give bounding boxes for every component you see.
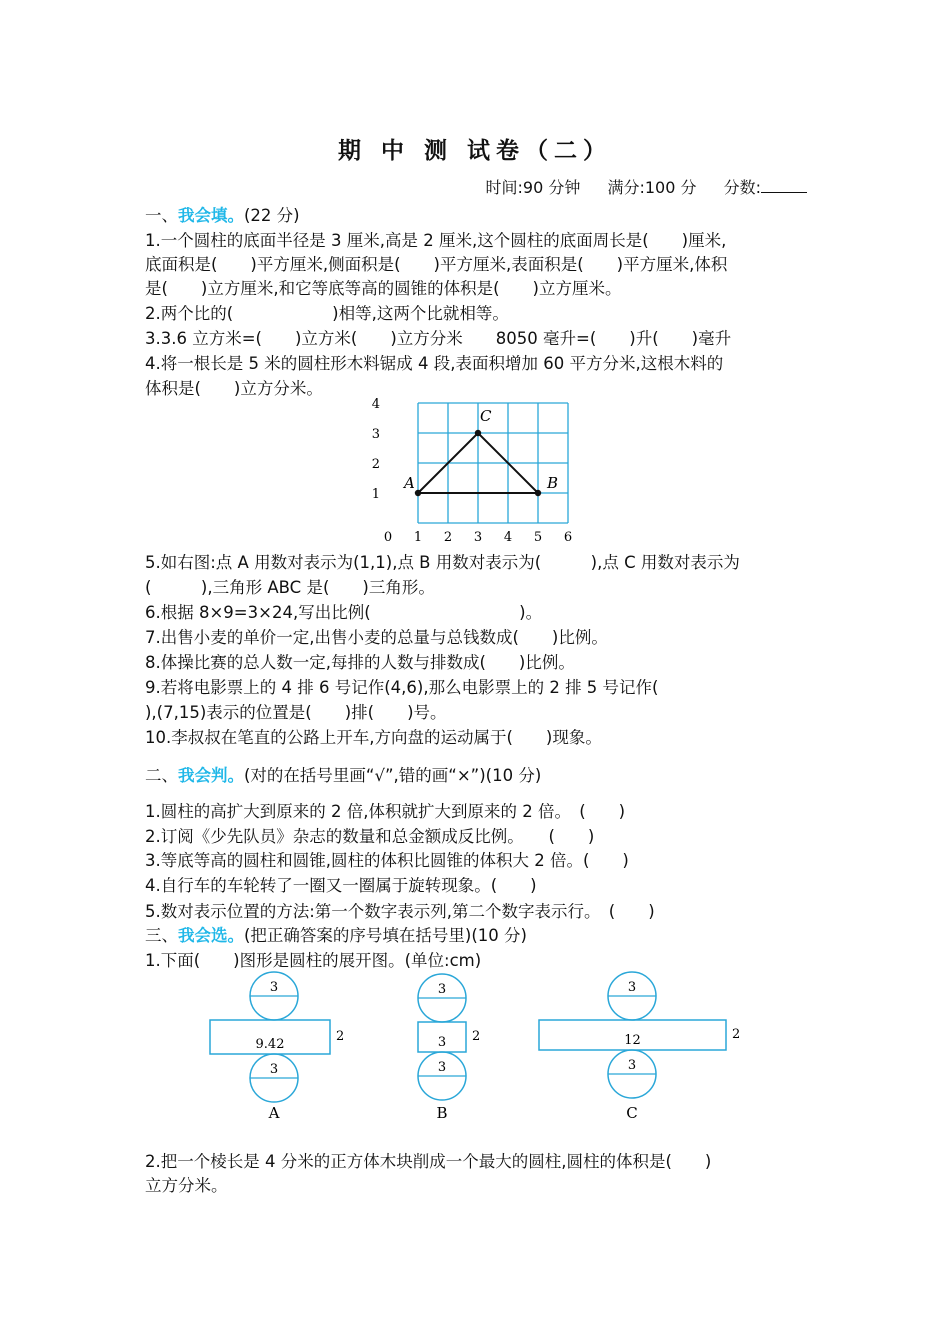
net-side-label: 2 (732, 1027, 741, 1042)
net-top-label: 3 (269, 980, 279, 995)
s1-line-10: 6.根据 8×9=3×24,写出比例( )。 (145, 603, 543, 622)
cylinder-nets-figure (200, 966, 760, 1126)
s1-line-2: 底面积是( )平方厘米,侧面积是( )平方厘米,表面积是( )平方厘米,体积 (145, 255, 728, 274)
exam-title: 期 中 测 试卷（二） (337, 137, 613, 164)
section3-prefix: 三、 (145, 926, 178, 945)
s1-line-8: 5.如右图:点 A 用数对表示为(1,1),点 B 用数对表示为( ),点 C 用数对表示为 (145, 553, 740, 572)
x-tick-label: 1 (413, 530, 423, 545)
y-tick-label: 1 (371, 487, 380, 502)
grid-lines (418, 403, 568, 523)
section1-points: (22 分) (244, 206, 300, 225)
s2-line-5: 5.数对表示位置的方法:第一个数字表示列,第二个数字表示行。 ( ) (145, 902, 655, 921)
s1-line-13: 9.若将电影票上的 4 排 6 号记作(4,6),那么电影票上的 2 排 5 号记作( (145, 678, 659, 697)
net-side-label: 2 (336, 1029, 345, 1044)
net-bottom-label: 3 (437, 1060, 447, 1075)
s3-q1: 1.下面( )图形是圆柱的展开图。(单位:cm) (145, 951, 482, 970)
section2-prefix: 二、 (145, 766, 178, 785)
x-tick-label: 0 (383, 530, 393, 545)
section1-prefix: 一、 (145, 206, 178, 225)
net-bottom-label: 3 (269, 1062, 279, 1077)
section1-heading (145, 202, 300, 226)
coordinate-grid-figure (360, 393, 590, 548)
section3-points: (把正确答案的序号填在括号里)(10 分) (244, 926, 527, 945)
exam-info (464, 175, 807, 198)
net-option-b (418, 974, 480, 1122)
score-label: 分数: (723, 178, 761, 197)
net-option-letter: A (268, 1104, 280, 1122)
net-top-label: 3 (627, 980, 637, 995)
triangle-abc (402, 407, 558, 496)
s1-line-6: 4.将一根长是 5 米的圆柱形木料锯成 4 段,表面积增加 60 平方分米,这根木料的 (145, 354, 724, 373)
net-option-a (210, 972, 344, 1122)
point-a (415, 490, 421, 496)
section3-heading (145, 922, 527, 946)
x-tick-label: 3 (473, 530, 483, 545)
s1-line-14: ),(7,15)表示的位置是( )排( )号。 (145, 703, 447, 722)
cylinder-net-options (210, 972, 740, 1122)
x-tick-label: 5 (533, 530, 543, 545)
s1-line-15: 10.李叔叔在笔直的公路上开车,方向盘的运动属于( )现象。 (145, 728, 602, 747)
net-rect-label: 12 (624, 1033, 641, 1048)
point-b (535, 490, 541, 496)
net-side-label: 2 (472, 1029, 481, 1044)
s1-line-12: 8.体操比赛的总人数一定,每排的人数与排数成( )比例。 (145, 653, 575, 672)
section2-highlight: 我会判。 (178, 766, 244, 785)
net-rect-label: 9.42 (255, 1037, 285, 1052)
section1-highlight: 我会填。 (178, 206, 244, 225)
s2-line-4: 4.自行车的车轮转了一圈又一圈属于旋转现象。( ) (145, 876, 537, 895)
s2-line-3: 3.等底等高的圆柱和圆锥,圆柱的体积比圆锥的体积大 2 倍。( ) (145, 851, 629, 870)
s1-line-5: 3.3.6 立方米=( )立方米( )立方分米 8050 毫升=( )升( )毫升 (145, 329, 732, 348)
section2-points: (对的在括号里画“√”,错的画“×”)(10 分) (244, 766, 542, 785)
y-tick-label: 4 (371, 397, 380, 412)
s1-line-9: ( ),三角形 ABC 是( )三角形。 (145, 578, 435, 597)
s1-line-1: 1.一个圆柱的底面半径是 3 厘米,高是 2 厘米,这个圆柱的底面周长是( )厘米, (145, 231, 727, 250)
point-label-b: B (547, 474, 559, 492)
s1-line-3: 是( )立方厘米,和它等底等高的圆锥的体积是( )立方厘米。 (145, 279, 622, 298)
net-option-c (539, 972, 740, 1122)
section2-heading (145, 762, 541, 786)
point-c (475, 430, 481, 436)
s3-q2-line-1: 2.把一个棱长是 4 分米的正方体木块削成一个最大的圆柱,圆柱的体积是( ) (145, 1152, 712, 1171)
point-label-a: A (404, 474, 415, 492)
full-score: 满分:100 分 (607, 178, 697, 197)
x-tick-label: 6 (563, 530, 573, 545)
s3-q2-line-2: 立方分米。 (145, 1176, 228, 1195)
net-top-label: 3 (437, 982, 447, 997)
s2-line-1: 1.圆柱的高扩大到原来的 2 倍,体积就扩大到原来的 2 倍。 ( ) (145, 802, 626, 821)
net-bottom-label: 3 (627, 1058, 637, 1073)
net-option-letter: C (626, 1104, 638, 1122)
score-blank[interactable] (761, 178, 807, 193)
net-rect-label: 3 (437, 1035, 447, 1050)
s1-line-11: 7.出售小麦的单价一定,出售小麦的总量与总钱数成( )比例。 (145, 628, 608, 647)
s1-line-4: 2.两个比的( )相等,这两个比就相等。 (145, 304, 509, 323)
score-field (724, 178, 807, 197)
time-limit: 时间:90 分钟 (485, 178, 581, 197)
s1-line-7: 体积是( )立方分米。 (145, 379, 323, 398)
x-tick-label: 2 (443, 530, 453, 545)
section3-highlight: 我会选。 (178, 926, 244, 945)
point-label-c: C (480, 407, 492, 425)
s2-line-2: 2.订阅《少先队员》杂志的数量和总金额成反比例。 ( ) (145, 827, 595, 846)
x-tick-label: 4 (503, 530, 513, 545)
net-option-letter: B (436, 1104, 448, 1122)
y-tick-label: 3 (371, 427, 380, 442)
y-tick-label: 2 (371, 457, 380, 472)
